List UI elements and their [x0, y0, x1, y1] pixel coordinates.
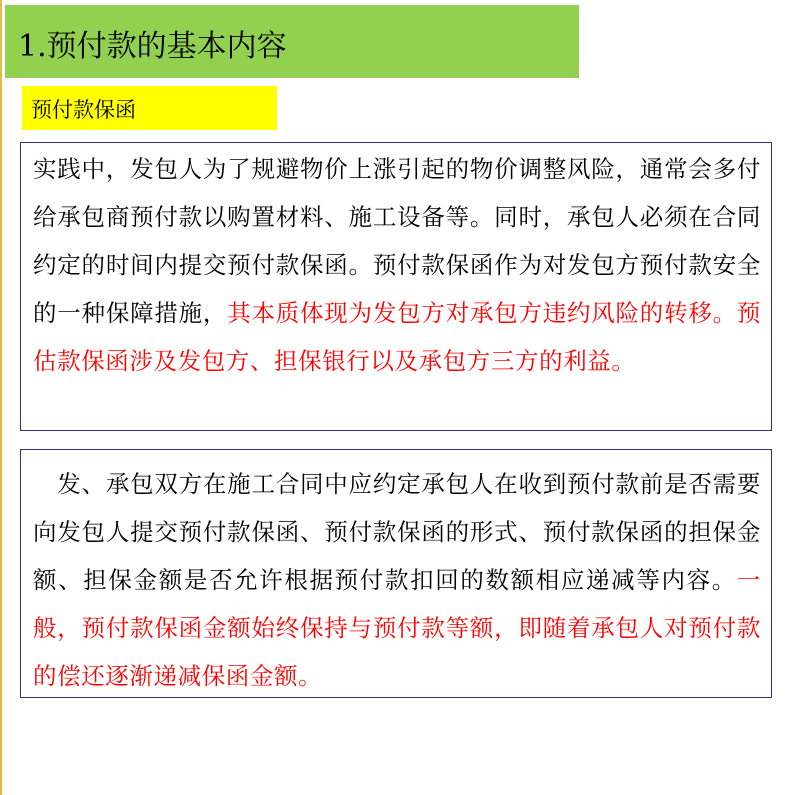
left-accent-rule — [0, 0, 2, 795]
text-box-2 — [20, 449, 772, 698]
text-box-1 — [20, 142, 772, 431]
paragraph-2-highlight: 一般，预付款保函金额始终保持与预付款等额，即随着承包人对预付款的偿还逐渐递减保函金额。 — [33, 566, 761, 690]
paragraph-1-highlight: 其本质体现为发包方对承包方违约风险的转移。预估款保函涉及发包方、担保银行以及承包方三方的利益。 — [33, 299, 761, 375]
section-subtitle: 预付款保函 — [31, 98, 136, 122]
paragraph-1-text: 实践中，发包人为了规避物价上涨引起的物价调整风险，通常会多付给承包商预付款以购置材料、施工设备等。同时，承包人必须在合同约定的时间内提交预付款保函。预付款保函作为对发包方预付款安全的一种保障措施， — [33, 155, 761, 327]
paragraph-2 — [33, 460, 761, 700]
page-title: 1.预付款的基本内容 — [18, 29, 287, 64]
paragraph-2-text: 发、承包双方在施工合同中应约定承包人在收到预付款前是否需要向发包人提交预付款保函、预付款保函的形式、预付款保函的担保金额、担保金额是否允许根据预付款扣回的数额相应递减等内容。 — [33, 470, 761, 594]
paragraph-1 — [33, 145, 761, 385]
